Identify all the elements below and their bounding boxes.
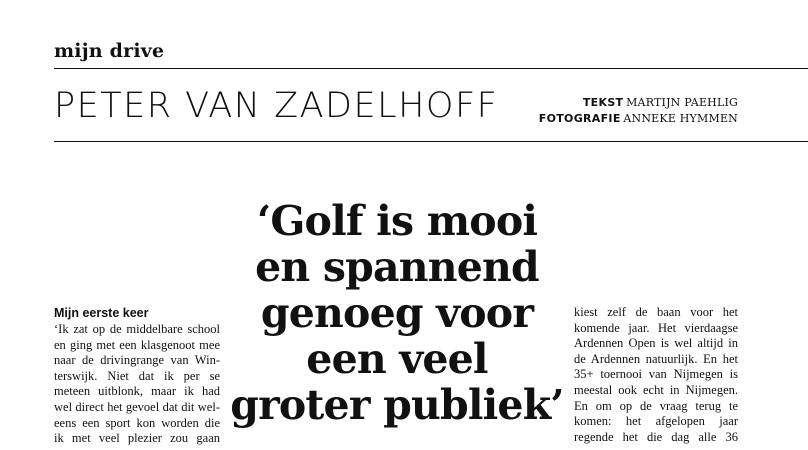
credits (539, 95, 738, 127)
headline-line: en spannend (255, 243, 539, 291)
text-line: 35+ toernooi van Nijmegen is (574, 367, 738, 382)
article-column-right (574, 305, 738, 445)
text-line: komen: het afgelopen jaar (574, 414, 738, 429)
headline-line: een veel (306, 335, 488, 383)
text-line: kiest zelf de baan voor het (574, 305, 738, 319)
text-line: En om op de vraag terug te (574, 398, 738, 413)
credit-photo (539, 111, 738, 127)
credit-text (539, 95, 738, 111)
top-rule (54, 68, 808, 69)
credit-label: FOTOGRAFIE (538, 112, 621, 125)
text-line: ik met veel plezier zou gaan (54, 431, 220, 446)
headline-line: ‘Golf is mooi (256, 197, 538, 245)
article-paragraph (54, 322, 220, 447)
credit-label: TEKST (582, 96, 624, 109)
text-line: naar de drivingrange van Win- (54, 353, 220, 368)
text-line: terswijk. Niet dat ik per se (54, 368, 220, 383)
article-column-left (54, 305, 220, 447)
text-line: meteen uitblonk, maar ik had (54, 384, 220, 399)
credit-value: ANNEKE HYMMEN (623, 112, 738, 125)
headline-line: genoeg voor (260, 289, 534, 337)
section-label: mijn drive (54, 40, 165, 62)
headline-line: groter publiek’ (230, 381, 564, 429)
person-name: PETER VAN ZADELHOFF (54, 86, 499, 126)
article-paragraph (574, 305, 738, 445)
text-line: Ardennen Open is wel altijd in (574, 336, 738, 351)
text-line: ‘Ik zat op de middelbare school (54, 322, 220, 336)
credit-value: MARTIJN PAEHLIG (626, 96, 738, 109)
text-line: wel direct het gevoel dat dit wel- (54, 399, 220, 414)
headline-quote (226, 198, 568, 428)
text-line: komende jaar. Het vierdaagse (574, 320, 738, 335)
text-line: eens een sport kon worden die (54, 415, 220, 430)
text-line: en ging met een klasgenoot mee (54, 337, 220, 352)
text-line: regende het die dag alle 36 (574, 429, 738, 444)
text-line: de Ardennen natuurlijk. En het (574, 351, 738, 366)
header-rule (54, 141, 808, 142)
text-line: meestal ook echt in Nijmegen. (574, 382, 738, 397)
article-subheading: Mijn eerste keer (54, 306, 149, 320)
